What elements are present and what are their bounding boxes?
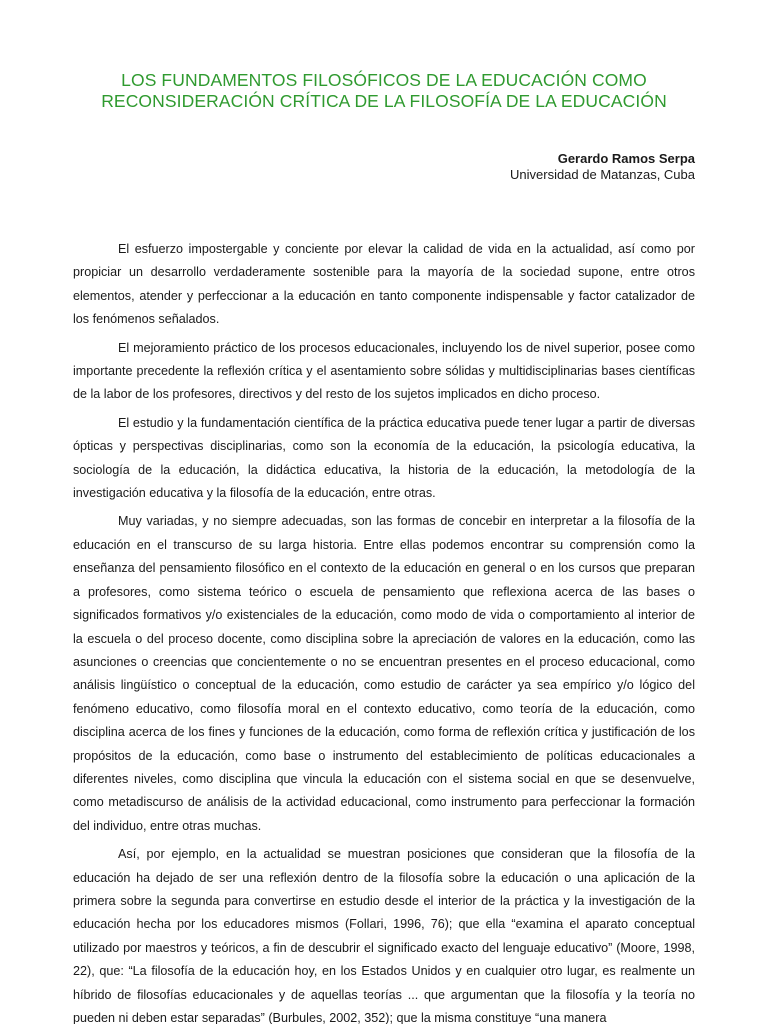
paragraph: El mejoramiento práctico de los procesos educacionales, incluyendo los de nivel superior, posee como importante precedente la reflexión crítica y el asentamiento sobre sólidas y multidisciplinarias bases científicas de la labor de los profesores, directivos y del resto de los sujetos implicados en dicho proceso. — [73, 340, 695, 402]
paragraph: Muy variadas, y no siempre adecuadas, son las formas de concebir en interpretar a la filosofía de la educación en el transcurso de su larga historia. Entre ellas podemos encontrar su comprensión como la enseñanza del pensamiento filosófico en el contexto de la educación en general o en los cursos que preparan a profesores, como sistema teórico o escuela de pensamiento que reflexiona acerca de las bases o significados formativos y/o existenciales de la educación, como modo de vida o comportamiento al interior de la escuela o del proceso docente, como disciplina sobre la apreciación de valores en la educación, como las asunciones o creencias que concientemente o no se encuentran presentes en el proceso educacional, como análisis lingüístico o conceptual de la educación, como estudio de carácter ya sea empírico y/o lógico del fenómeno educativo, como filosofía moral en el contexto educativo, como teoría de la educación, como disciplina acerca de los fines y funciones de la educación, como forma de reflexión crítica y justificación de los propósitos de la educación, como base o instrumento del establecimiento de políticas educacionales a diferentes niveles, como disciplina que vincula la educación con el sistema social en que se desenvuelve, como metadiscurso de análisis de la actividad educacional, como instrumento para perfeccionar la formación del individuo, entre otras muchas. — [73, 514, 695, 833]
paragraph: El esfuerzo impostergable y conciente por elevar la calidad de vida en la actualidad, así como por propiciar un desarrollo verdaderamente sostenible para la mayoría de la sociedad supone, entre otros elementos, atender y perfeccionar a la educación en tanto componente indispensable y factor catalizador de los fenómenos señalados. — [73, 242, 695, 327]
author-name: Gerardo Ramos Serpa — [557, 151, 695, 166]
paragraph: Así, por ejemplo, en la actualidad se muestran posiciones que consideran que la filosofía de la educación ha dejado de ser una reflexión dentro de la filosofía sobre la educación o una aplicación de la primera sobre la segunda para convertirse en estudio desde el interior de la práctica y la investigación de la educación hecha por los educadores mismos (Follari, 1996, 76); que ella “examina el aparato conceptual utilizado por maestros y teóricos, a fin de descubrir el significado exacto del lenguaje educativo” (Moore, 1998, 22), que: “La filosofía de la educación hoy, en los Estados Unidos y en cualquier otro lugar, es realmente un híbrido de filosofías educacionales y de aquellas teorías ... que argumentan que la filosofía y la teoría no pueden ni deben estar separadas” (Burbules, 2002, 352); que la misma constituye “una manera — [73, 847, 695, 1024]
document-title — [73, 0, 695, 112]
author-block — [73, 151, 695, 183]
title-line-1: LOS FUNDAMENTOS FILOSÓFICOS DE LA EDUCACIÓN COMO — [121, 70, 647, 90]
title-line-2: RECONSIDERACIÓN CRÍTICA DE LA FILOSOFÍA DE LA EDUCACIÓN — [101, 91, 667, 111]
author-affiliation: Universidad de Matanzas, Cuba — [510, 167, 695, 182]
paragraph: El estudio y la fundamentación científica de la práctica educativa puede tener lugar a partir de diversas ópticas y perspectivas disciplinarias, como son la economía de la educación, la psicología educativa, la sociología de la educación, la didáctica educativa, la historia de la educación, la metodología de la investigación educativa y la filosofía de la educación, entre otras. — [73, 415, 695, 501]
body-text — [73, 238, 695, 1024]
